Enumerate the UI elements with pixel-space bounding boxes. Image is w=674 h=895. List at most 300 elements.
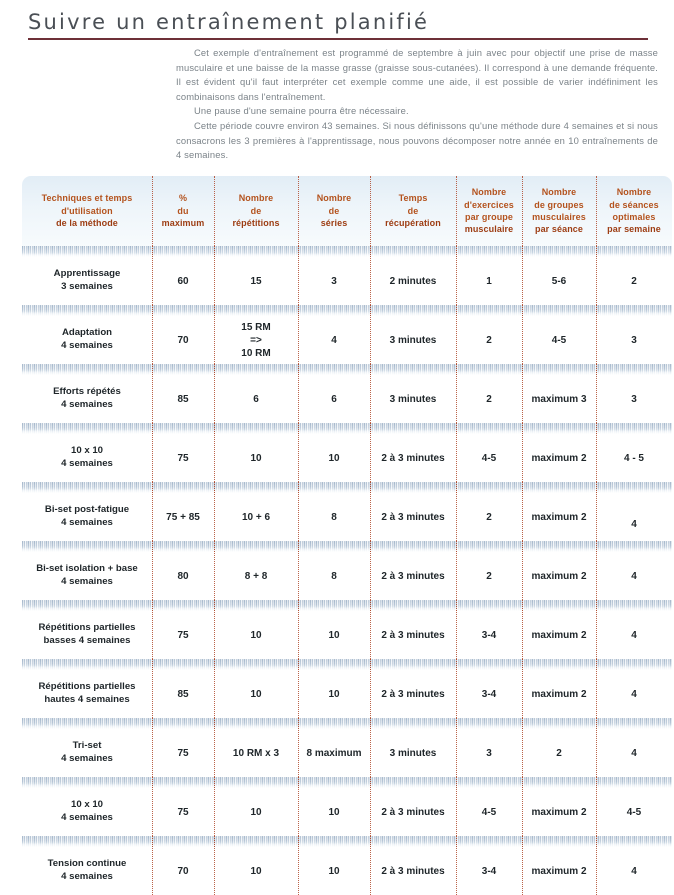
column-divider [370,364,372,423]
cell-exercises [456,375,522,423]
column-header-1 [152,176,214,246]
column-header-line: répétitions [232,218,280,229]
cell-line: 2 à 3 minutes [381,688,445,700]
table-header-row [22,176,672,246]
column-header-3 [298,176,370,246]
cell-line: maximum 2 [531,570,587,582]
cell-groups [522,434,596,482]
cell-method [22,729,152,777]
column-divider [152,541,154,600]
cell-line: 2 [556,747,562,759]
torn-paper-band [22,836,672,847]
column-divider [214,482,216,541]
column-divider [596,305,598,364]
cell-line: 4 [631,747,637,759]
column-divider [152,482,154,541]
column-divider [298,777,300,836]
cell-line: 85 [177,393,189,405]
cell-exercises [456,552,522,600]
column-divider [152,600,154,659]
cell-reps [214,434,298,482]
column-divider [456,836,458,895]
row-separator-band [22,423,672,434]
column-divider [456,541,458,600]
cell-line: 1 [486,275,492,287]
cell-line: 10 [250,865,262,877]
column-divider [596,777,598,836]
cell-sessions [596,316,672,364]
cell-line: 85 [177,688,189,700]
table-row[interactable] [22,257,672,305]
cell-line: Tri-set [72,740,102,752]
column-divider [596,364,598,423]
table-row[interactable] [22,316,672,364]
column-divider [152,836,154,895]
cell-line: 2 à 3 minutes [381,511,445,523]
column-header-line: % [178,193,188,204]
cell-percent [152,375,214,423]
cell-recovery [370,670,456,718]
column-divider [370,600,372,659]
cell-sets [298,493,370,541]
cell-sessions [596,434,672,482]
table-row[interactable] [22,788,672,836]
column-divider [522,364,524,423]
cell-percent [152,611,214,659]
cell-line: 75 + 85 [166,511,200,523]
table-row[interactable] [22,434,672,482]
cell-line: 10 RM [241,347,271,359]
torn-paper-band [22,305,672,316]
cell-sets [298,729,370,777]
column-header-line: de [407,205,419,216]
cell-line: 3 minutes [389,747,437,759]
column-divider [370,718,372,777]
row-separator [22,600,672,611]
column-header-line: Nombre [238,193,274,204]
table-body [22,246,672,895]
cell-line: 4 [631,688,637,700]
column-header-line: de la méthode [56,218,118,229]
cell-exercises [456,788,522,836]
cell-line: 2 [486,334,492,346]
cell-recovery [370,434,456,482]
column-divider [152,777,154,836]
row-separator [22,482,672,493]
cell-line: 10 [328,452,340,464]
row-separator-band [22,836,672,847]
cell-percent [152,552,214,600]
cell-recovery [370,788,456,836]
cell-line: 4 semaines [61,812,113,823]
column-divider [596,423,598,482]
column-divider [298,305,300,364]
column-divider [522,246,524,305]
cell-line: 80 [177,570,189,582]
cell-line: 3-4 [481,865,497,877]
cell-line: basses 4 semaines [43,635,131,646]
cell-line: 2 à 3 minutes [381,806,445,818]
cell-line: 2 à 3 minutes [381,629,445,641]
column-divider [298,176,300,246]
cell-percent [152,316,214,364]
cell-sessions [596,611,672,659]
cell-line: 8 [331,570,337,582]
cell-line: Bi-set isolation + base [36,563,138,575]
cell-line: 10 x 10 [70,799,103,811]
table-row[interactable] [22,847,672,895]
cell-line: 10 [250,688,262,700]
row-separator [22,305,672,316]
row-separator [22,423,672,434]
cell-sessions [596,788,672,836]
column-header-line: d'exercices [464,199,514,210]
cell-line: 4-5 [551,334,567,346]
table-row[interactable] [22,670,672,718]
cell-line: 2 à 3 minutes [381,452,445,464]
cell-line: 4 semaines [61,399,113,410]
table-row[interactable] [22,493,672,541]
table-row[interactable] [22,611,672,659]
intro-text [176,46,658,163]
cell-sessions [596,493,672,541]
column-header-2 [214,176,298,246]
column-divider [152,423,154,482]
cell-exercises [456,493,522,541]
cell-sessions [596,670,672,718]
cell-method [22,611,152,659]
cell-line: 8 maximum [306,747,362,759]
column-header-line: récupération [385,218,441,229]
column-divider [456,482,458,541]
row-separator-band [22,364,672,375]
row-separator [22,836,672,847]
cell-line: 2 [486,570,492,582]
cell-line: 2 à 3 minutes [381,865,445,877]
column-divider [456,176,458,246]
column-divider [522,836,524,895]
cell-percent [152,257,214,305]
cell-sets [298,611,370,659]
column-divider [370,246,372,305]
cell-recovery [370,847,456,895]
cell-line: 2 à 3 minutes [381,570,445,582]
cell-line: 3 [331,275,337,287]
row-separator [22,541,672,552]
cell-groups [522,611,596,659]
table-row[interactable] [22,729,672,777]
column-header-line: du [177,205,189,216]
torn-paper-band [22,541,672,552]
cell-line: 8 [331,511,337,523]
cell-line: Efforts répétés [53,386,121,398]
cell-line: 4 semaines [61,458,113,469]
page-header [28,8,648,40]
column-divider [152,176,154,246]
cell-method [22,316,152,364]
cell-sets [298,375,370,423]
cell-groups [522,847,596,895]
cell-line: 4 semaines [61,340,113,351]
column-header-line: de séances [609,199,659,210]
column-divider [298,836,300,895]
column-divider [522,423,524,482]
cell-line: => [250,334,262,346]
row-separator [22,659,672,670]
row-separator-band [22,541,672,552]
cell-sets [298,670,370,718]
column-divider [596,482,598,541]
column-header-5 [456,176,522,246]
column-divider [214,176,216,246]
cell-line: 8 + 8 [244,570,268,582]
column-divider [596,836,598,895]
cell-line: 6 [253,393,259,405]
column-header-7 [596,176,672,246]
cell-sessions [596,375,672,423]
column-divider [152,718,154,777]
column-divider [522,659,524,718]
cell-line: 10 [328,806,340,818]
cell-groups [522,316,596,364]
column-header-line: de [250,205,262,216]
cell-line: 10 [328,629,340,641]
cell-line: 4 [331,334,337,346]
column-header-line: séries [320,218,348,229]
column-header-line: maximum [161,218,205,229]
cell-line: maximum 2 [531,511,587,523]
column-divider [456,305,458,364]
column-divider [370,541,372,600]
cell-sessions [596,847,672,895]
column-divider [152,305,154,364]
cell-line: 3-4 [481,688,497,700]
cell-line: maximum 2 [531,629,587,641]
column-header-line: de [328,205,340,216]
row-separator [22,364,672,375]
cell-line: 10 [250,629,262,641]
column-divider [214,305,216,364]
column-divider [370,423,372,482]
cell-exercises [456,316,522,364]
cell-reps [214,729,298,777]
column-divider [456,423,458,482]
torn-paper-band [22,659,672,670]
column-divider [298,718,300,777]
column-divider [214,777,216,836]
column-divider [456,364,458,423]
torn-paper-band [22,423,672,434]
cell-groups [522,375,596,423]
column-divider [214,600,216,659]
cell-line: 4 semaines [61,753,113,764]
column-header-line: musculaire [464,224,514,235]
row-separator-band [22,600,672,611]
column-divider [596,600,598,659]
cell-line: 4 [631,518,637,530]
cell-line: Bi-set post-fatigue [44,504,130,516]
column-divider [522,600,524,659]
cell-line: 10 x 10 [70,445,103,457]
cell-sets [298,316,370,364]
cell-sets [298,434,370,482]
cell-line: 6 [331,393,337,405]
cell-sessions [596,729,672,777]
cell-groups [522,670,596,718]
column-divider [370,176,372,246]
cell-line: 2 [631,275,637,287]
column-divider [298,364,300,423]
column-divider [370,659,372,718]
cell-percent [152,493,214,541]
row-separator-band [22,305,672,316]
cell-line: 4 semaines [61,517,113,528]
column-divider [596,541,598,600]
page-title: Suivre un entraînement planifié [28,10,430,34]
cell-line: 75 [177,629,189,641]
cell-recovery [370,375,456,423]
cell-sets [298,552,370,600]
cell-line: 3 [631,334,637,346]
cell-recovery [370,493,456,541]
cell-line: 3 [486,747,492,759]
column-divider [214,659,216,718]
row-separator-band [22,718,672,729]
column-header-line: optimales [612,212,656,222]
column-divider [456,718,458,777]
row-separator-band [22,246,672,257]
cell-line: 10 RM x 3 [232,747,280,759]
row-separator-band [22,482,672,493]
cell-line: 3 semaines [61,281,113,292]
cell-line: 2 minutes [389,275,437,287]
column-divider [152,364,154,423]
column-divider [456,659,458,718]
column-divider [298,541,300,600]
column-divider [522,176,524,246]
table-row[interactable] [22,375,672,423]
table-header [22,176,672,246]
cell-reps [214,552,298,600]
cell-line: 3 minutes [389,393,437,405]
cell-line: 3 minutes [389,334,437,346]
column-header-line: Nombre [616,187,652,198]
cell-reps [214,847,298,895]
torn-paper-band [22,718,672,729]
column-header-6 [522,176,596,246]
column-header-line: d'utilisation [61,205,113,216]
column-header-line: musculaires [532,212,586,222]
column-divider [370,482,372,541]
column-divider [522,718,524,777]
column-divider [298,423,300,482]
cell-reps [214,493,298,541]
column-header-line: Techniques et temps [41,193,133,204]
column-divider [370,777,372,836]
cell-exercises [456,611,522,659]
cell-method [22,434,152,482]
intro-paragraph-2: Une pause d'une semaine pourra être nécessaire. [194,105,409,117]
cell-groups [522,493,596,541]
cell-line: 60 [177,275,189,287]
cell-line: 75 [177,806,189,818]
cell-line: 4 [631,570,637,582]
column-divider [370,305,372,364]
training-plan-table [22,176,672,895]
column-header-line: Nombre [316,193,352,204]
column-divider [370,836,372,895]
cell-line: 10 + 6 [241,511,271,523]
cell-reps [214,375,298,423]
column-divider [456,600,458,659]
cell-line: maximum 2 [531,688,587,700]
cell-line: 3 [631,393,637,405]
column-divider [522,482,524,541]
column-divider [298,659,300,718]
column-header-line: Nombre [471,187,507,198]
torn-paper-band [22,482,672,493]
torn-paper-band [22,777,672,788]
cell-line: 2 [486,393,492,405]
row-separator [22,246,672,257]
column-divider [214,718,216,777]
table-row[interactable] [22,552,672,600]
cell-percent [152,434,214,482]
cell-groups [522,729,596,777]
cell-percent [152,670,214,718]
cell-line: maximum 2 [531,865,587,877]
cell-line: Répétitions partielles [38,622,136,634]
column-divider [456,246,458,305]
cell-line: 5-6 [551,275,567,287]
cell-line: hautes 4 semaines [44,694,130,705]
column-divider [596,246,598,305]
cell-line: 10 [328,865,340,877]
cell-line: 4 [631,865,637,877]
cell-line: 4 [631,629,637,641]
column-header-4 [370,176,456,246]
cell-line: 15 RM [241,321,271,333]
cell-line: 70 [177,865,189,877]
cell-line: Apprentissage [53,268,121,280]
cell-line: 10 [328,688,340,700]
column-divider [522,777,524,836]
cell-line: 75 [177,747,189,759]
training-plan-table-wrapper [22,176,661,895]
cell-line: 10 [250,452,262,464]
cell-line: 70 [177,334,189,346]
cell-groups [522,788,596,836]
cell-percent [152,788,214,836]
row-separator-band [22,777,672,788]
cell-groups [522,257,596,305]
intro-paragraph-1: Cet exemple d'entraînement est programmé de septembre à juin avec pour objectif une prise de masse musculaire et une baisse de la masse grasse (graisse sous-cutanées). Il correspond à une demande fréquente. Il est évident qu'il faut interpréter cet exemple comme une aide, il est possible de varier indéfiniment les combinaisons dans l'entraînement. [176,47,658,102]
cell-method [22,670,152,718]
row-separator-band [22,659,672,670]
column-divider [214,423,216,482]
column-header-line: Nombre [541,187,577,198]
cell-percent [152,847,214,895]
column-divider [214,541,216,600]
cell-sessions [596,257,672,305]
cell-line: 2 [486,511,492,523]
column-header-0 [22,176,152,246]
title-rule [28,38,648,40]
column-header-line: de groupes [534,199,584,210]
column-divider [214,836,216,895]
column-header-line: par séance [534,224,584,235]
cell-reps [214,788,298,836]
